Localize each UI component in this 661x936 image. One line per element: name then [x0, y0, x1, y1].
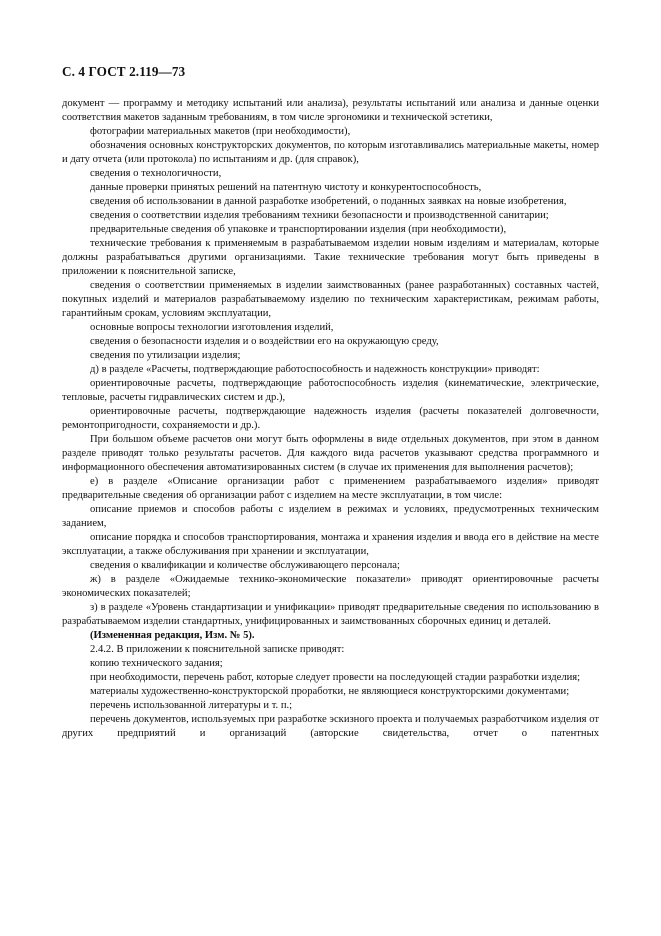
paragraph: д) в разделе «Расчеты, подтверждающие работоспособность и надежность конструкции» приводят: — [90, 364, 540, 375]
paragraph: описание порядка и способов транспортирования, монтажа и хранения изделия и ввода его в действие на месте эксплуатации, а также обслуживания при хранении и эксплуатации, — [62, 532, 599, 557]
paragraph: копию технического задания; — [90, 658, 223, 669]
document-body — [62, 97, 599, 741]
paragraph: (Измененная редакция, Изм. № 5). — [90, 630, 255, 641]
paragraph: сведения по утилизации изделия; — [90, 350, 241, 361]
paragraph: з) в разделе «Уровень стандартизации и унификации» приводят предварительные сведения по использованию в разрабатываемом изделии стандартных, унифицированных и заимствованных сборочных единиц и деталей. — [62, 602, 599, 627]
paragraph: ж) в разделе «Ожидаемые технико-экономические показатели» приводят ориентировочные расчеты экономических показателей; — [62, 574, 599, 599]
page-header: С. 4 ГОСТ 2.119—73 — [62, 64, 186, 79]
paragraph: сведения о соответствии изделия требованиям техники безопасности и производственной санитарии; — [90, 210, 549, 221]
paragraph: ориентировочные расчеты, подтверждающие работоспособность изделия (кинематические, электрические, тепловые, расчеты гидравлических систем и др.), — [62, 378, 599, 403]
paragraph: данные проверки принятых решений на патентную чистоту и конкурентоспособность, — [90, 182, 482, 193]
paragraph: сведения о безопасности изделия и о воздействии его на окружающую среду, — [90, 336, 439, 347]
paragraph: 2.4.2. В приложении к пояснительной записке приводят: — [90, 644, 345, 655]
paragraph: основные вопросы технологии изготовления изделий, — [90, 322, 334, 333]
paragraph: сведения о соответствии применяемых в изделии заимствованных (ранее разработанных) составных частей, покупных изделий и материалов разрабатываемому изделию по техническим характеристикам, режимам работы, гарантийным срокам, условиям эксплуатации, — [62, 280, 599, 319]
paragraph: обозначения основных конструкторских документов, по которым изготавливались материальные макеты, номер и дату отчета (или протокола) по испытаниям и др. (для справок), — [62, 140, 599, 165]
paragraph: сведения об использовании в данной разработке изобретений, о поданных заявках на новые изобретения, — [90, 196, 567, 207]
paragraph: описание приемов и способов работы с изделием в режимах и условиях, предусмотренных техническим заданием, — [62, 504, 599, 529]
paragraph: е) в разделе «Описание организации работ с применением разрабатываемого изделия» приводят предварительные сведения об организации работ с изделием на месте эксплуатации, в том числе: — [62, 476, 599, 501]
paragraph: перечень использованной литературы и т. п.; — [90, 700, 293, 711]
paragraph: технические требования к применяемым в разрабатываемом изделии новым изделиям и материалам, которые должны разрабатываться другими организациями. Такие технические требования могут быть приведены в приложении к пояснительной записке, — [62, 238, 599, 277]
paragraph: документ — программу и методику испытаний или анализа), результаты испытаний или анализа и данные оценки соответствия макетов заданным требованиям, в том числе эргономики и технической эстетики, — [62, 98, 599, 123]
paragraph: при необходимости, перечень работ, которые следует провести на последующей стадии разработки изделия; — [90, 672, 581, 683]
paragraph: перечень документов, используемых при разработке эскизного проекта и получаемых разработчиком изделия от других предприятий и организаций (авторские свидетельства, отчет о патентных — [62, 714, 599, 739]
paragraph: материалы художественно-конструкторской проработки, не являющиеся конструкторскими документами; — [90, 686, 570, 697]
paragraph: фотографии материальных макетов (при необходимости), — [90, 126, 351, 137]
paragraph: сведения о технологичности, — [90, 168, 222, 179]
paragraph: сведения о квалификации и количестве обслуживающего персонала; — [90, 560, 400, 571]
paragraph: При большом объеме расчетов они могут быть оформлены в виде отдельных документов, при этом в данном разделе приводят только результаты расчетов. Для каждого вида расчетов указывают средства программного и информационного обеспечения автоматизированных систем (в случае их применения для выполнения расчетов); — [62, 434, 599, 473]
paragraph: ориентировочные расчеты, подтверждающие надежность изделия (расчеты показателей долговечности, ремонтопригодности, сохраняемости и др.). — [62, 406, 599, 431]
paragraph: предварительные сведения об упаковке и транспортировании изделия (при необходимости), — [90, 224, 507, 235]
